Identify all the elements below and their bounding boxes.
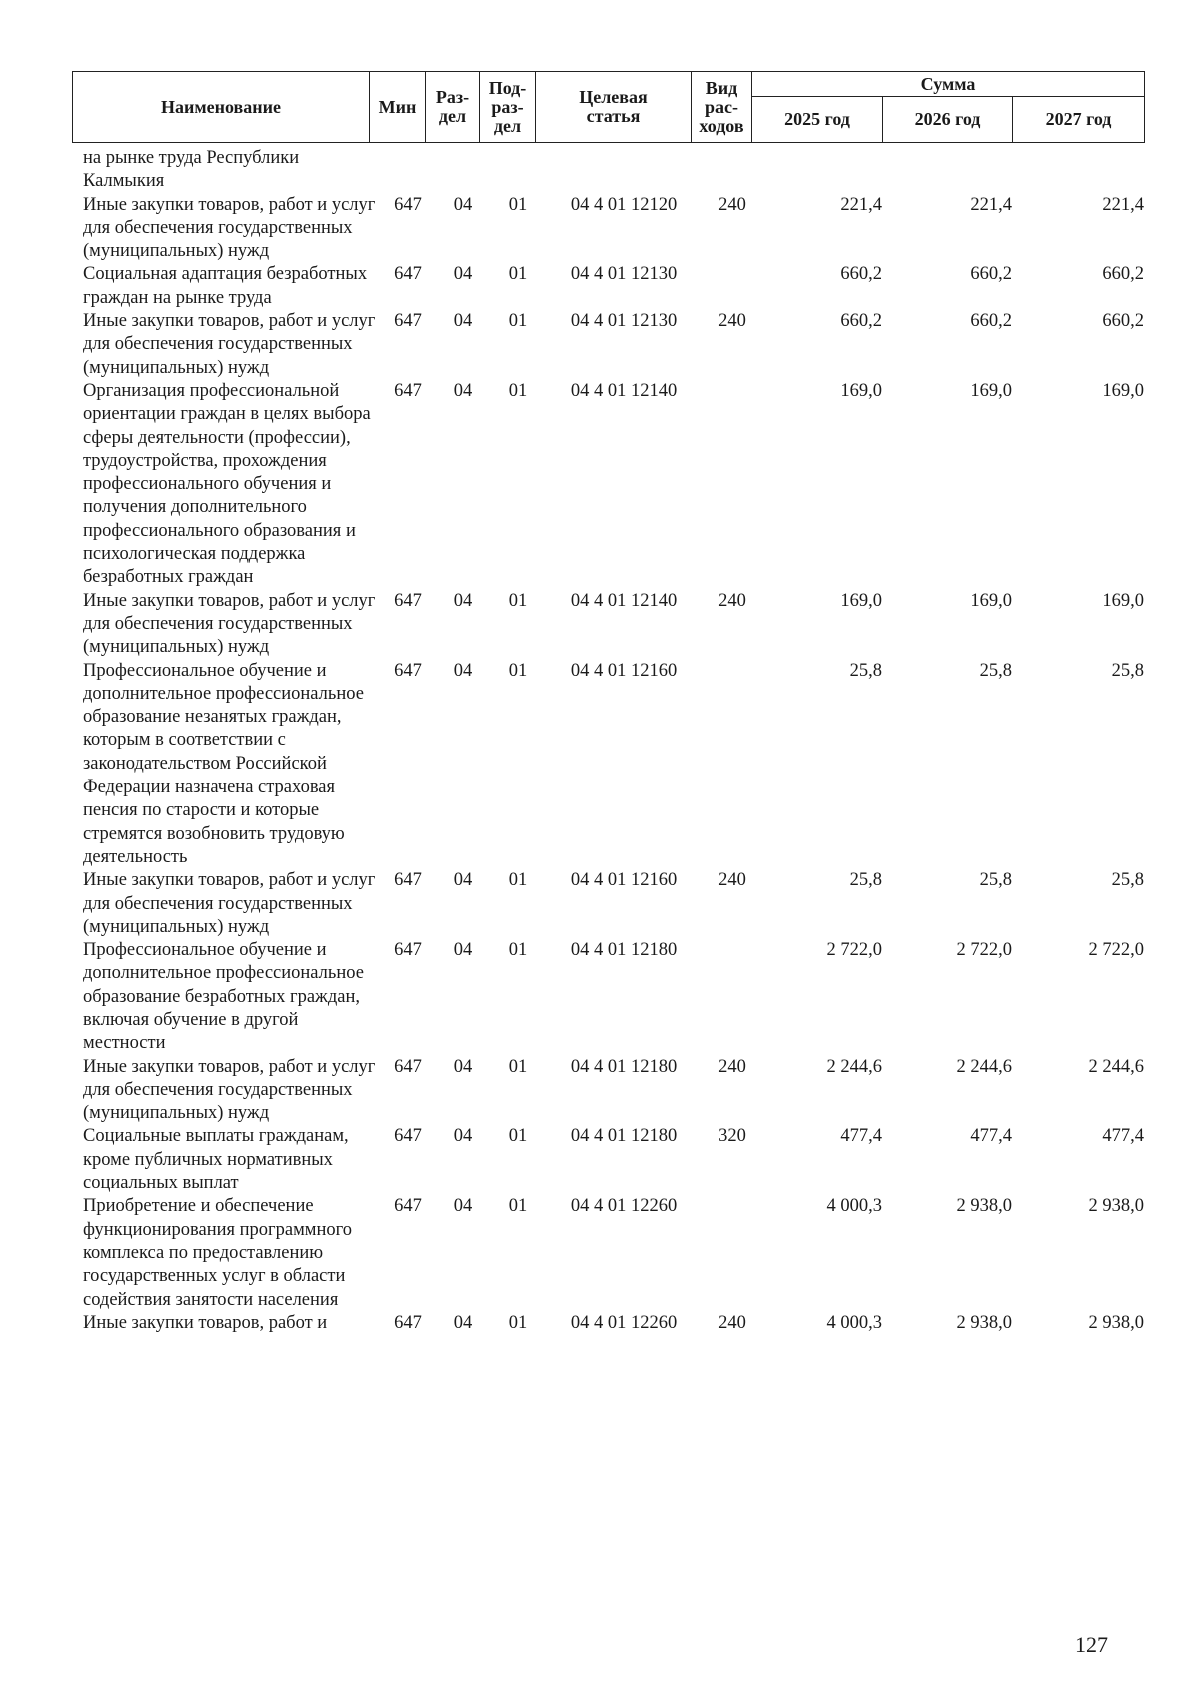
cell-razdel: 04 [453, 940, 473, 961]
table-row [72, 1125, 1144, 1195]
table-row [72, 660, 1144, 870]
page-number: 127 [1075, 1632, 1108, 1657]
table-row [72, 1195, 1144, 1311]
cell-name: Организация профессиональной ориентации граждан в целях выбора сферы деятельности (профессии), трудоустройства, прохождения профессионального обучения и получения дополнительного профессионального образования и психологическая поддержка безработных граждан [83, 380, 371, 588]
cell-sum-2027: 25,8 [1111, 870, 1144, 891]
table-body [72, 147, 1144, 1335]
table-row [72, 939, 1144, 1055]
cell-podrazdel: 01 [508, 590, 528, 611]
cell-sum-2026: 2 938,0 [956, 1312, 1012, 1333]
cell-celevaya-statya: 04 4 01 12180 [570, 940, 678, 961]
cell-celevaya-statya: 04 4 01 12260 [570, 1312, 678, 1333]
header-name: Наименование [73, 72, 370, 143]
table-row [72, 147, 1144, 194]
cell-podrazdel: 01 [508, 1126, 528, 1147]
cell-celevaya-statya: 04 4 01 12160 [570, 660, 678, 681]
cell-sum-2025: 660,2 [840, 264, 882, 285]
cell-name: Иные закупки товаров, работ и услуг для обеспечения государственных (муниципальных) нужд [83, 590, 376, 658]
cell-podrazdel: 01 [508, 870, 528, 891]
cell-min: 647 [394, 660, 422, 681]
cell-min: 647 [394, 1126, 422, 1147]
cell-podrazdel: 01 [508, 311, 528, 332]
cell-sum-2026: 25,8 [979, 870, 1012, 891]
cell-razdel: 04 [453, 264, 473, 285]
table-header [72, 71, 1145, 143]
cell-sum-2026: 221,4 [970, 194, 1012, 215]
cell-podrazdel: 01 [508, 264, 528, 285]
cell-sum-2027: 660,2 [1102, 311, 1144, 332]
cell-sum-2025: 660,2 [840, 311, 882, 332]
cell-sum-2026: 25,8 [979, 660, 1012, 681]
cell-sum-2025: 169,0 [840, 380, 882, 401]
cell-min: 647 [394, 870, 422, 891]
cell-name: Профессиональное обучение и дополнительное профессиональное образование незанятых граждан, которым в соответствии с законодательством Российской Федерации назначена страховая пенсия по старости и которые стремятся возобновить трудовую деятельность [83, 660, 364, 867]
cell-sum-2026: 2 244,6 [956, 1056, 1012, 1077]
cell-podrazdel: 01 [508, 660, 528, 681]
cell-celevaya-statya: 04 4 01 12140 [570, 590, 678, 611]
cell-sum-2027: 2 244,6 [1088, 1056, 1144, 1077]
cell-podrazdel: 01 [508, 1056, 528, 1077]
header-year-2025: 2025 год [752, 97, 883, 143]
cell-celevaya-statya: 04 4 01 12180 [570, 1056, 678, 1077]
header-celevaya-statya: Целевая статья [536, 72, 692, 143]
cell-name: Приобретение и обеспечение функционирования программного комплекса по предоставлению государственных услуг в области содействия занятости населения [83, 1196, 353, 1310]
header-year-2026: 2026 год [883, 97, 1013, 143]
cell-razdel: 04 [453, 380, 473, 401]
cell-name: Профессиональное обучение и дополнительное профессиональное образование безработных граждан, включая обучение в другой местности [83, 940, 364, 1054]
cell-podrazdel: 01 [508, 1312, 528, 1333]
cell-sum-2026: 169,0 [970, 380, 1012, 401]
cell-sum-2026: 2 938,0 [956, 1196, 1012, 1217]
header-summa: Сумма [752, 72, 1145, 97]
cell-name: Социальные выплаты гражданам, кроме публичных нормативных социальных выплат [83, 1126, 349, 1194]
cell-sum-2027: 2 938,0 [1088, 1196, 1144, 1217]
cell-celevaya-statya: 04 4 01 12180 [570, 1126, 678, 1147]
cell-vid-rashodov: 240 [718, 870, 746, 891]
cell-sum-2027: 477,4 [1102, 1126, 1144, 1147]
cell-celevaya-statya: 04 4 01 12130 [570, 264, 678, 285]
cell-razdel: 04 [453, 660, 473, 681]
cell-sum-2025: 4 000,3 [826, 1312, 882, 1333]
table-row [72, 263, 1144, 310]
cell-min: 647 [394, 380, 422, 401]
cell-min: 647 [394, 194, 422, 215]
table-row [72, 1056, 1144, 1126]
cell-min: 647 [394, 1196, 422, 1217]
cell-min: 647 [394, 940, 422, 961]
table-row [72, 1312, 1144, 1335]
header-min: Мин [370, 72, 426, 143]
header-year-2027: 2027 год [1013, 97, 1145, 143]
cell-sum-2025: 2 722,0 [826, 940, 882, 961]
cell-sum-2026: 477,4 [970, 1126, 1012, 1147]
cell-vid-rashodov: 240 [718, 311, 746, 332]
cell-sum-2026: 169,0 [970, 590, 1012, 611]
cell-celevaya-statya: 04 4 01 12260 [570, 1196, 678, 1217]
header-razdel: Раз- дел [426, 72, 480, 143]
cell-sum-2025: 221,4 [840, 194, 882, 215]
cell-sum-2025: 25,8 [849, 870, 882, 891]
cell-celevaya-statya: 04 4 01 12130 [570, 311, 678, 332]
cell-sum-2025: 477,4 [840, 1126, 882, 1147]
cell-sum-2025: 169,0 [840, 590, 882, 611]
cell-vid-rashodov: 240 [718, 1312, 746, 1333]
cell-celevaya-statya: 04 4 01 12160 [570, 870, 678, 891]
cell-razdel: 04 [453, 590, 473, 611]
cell-name: Иные закупки товаров, работ и услуг для обеспечения государственных (муниципальных) нужд [83, 194, 376, 262]
table-row [72, 590, 1144, 660]
cell-sum-2025: 4 000,3 [826, 1196, 882, 1217]
cell-sum-2027: 2 722,0 [1088, 940, 1144, 961]
cell-razdel: 04 [453, 870, 473, 891]
cell-min: 647 [394, 590, 422, 611]
header-vid-rashodov: Вид рас- ходов [692, 72, 752, 143]
cell-sum-2027: 169,0 [1102, 380, 1144, 401]
cell-podrazdel: 01 [508, 940, 528, 961]
cell-celevaya-statya: 04 4 01 12120 [570, 194, 678, 215]
cell-sum-2025: 25,8 [849, 660, 882, 681]
cell-vid-rashodov: 240 [718, 590, 746, 611]
cell-name: Иные закупки товаров, работ и услуг для обеспечения государственных (муниципальных) нужд [83, 870, 376, 937]
cell-min: 647 [394, 311, 422, 332]
cell-name: Иные закупки товаров, работ и услуг для обеспечения государственных (муниципальных) нужд [83, 311, 376, 378]
cell-razdel: 04 [453, 1312, 473, 1333]
cell-name: Иные закупки товаров, работ и [83, 1312, 328, 1333]
table-row [72, 194, 1144, 264]
cell-sum-2027: 169,0 [1102, 590, 1144, 611]
cell-podrazdel: 01 [508, 380, 528, 401]
cell-razdel: 04 [453, 1056, 473, 1077]
header-podrazdel: Под- раз- дел [480, 72, 536, 143]
cell-podrazdel: 01 [508, 1196, 528, 1217]
cell-sum-2026: 660,2 [970, 264, 1012, 285]
cell-vid-rashodov: 240 [718, 1056, 746, 1077]
cell-sum-2027: 2 938,0 [1088, 1312, 1144, 1333]
cell-min: 647 [394, 1056, 422, 1077]
table-row [72, 310, 1144, 380]
cell-vid-rashodov: 240 [718, 194, 746, 215]
cell-razdel: 04 [453, 194, 473, 215]
cell-sum-2026: 2 722,0 [956, 940, 1012, 961]
cell-sum-2026: 660,2 [970, 311, 1012, 332]
cell-podrazdel: 01 [508, 194, 528, 215]
cell-name: Иные закупки товаров, работ и услуг для обеспечения государственных (муниципальных) нужд [83, 1056, 376, 1124]
cell-celevaya-statya: 04 4 01 12140 [570, 380, 678, 401]
cell-sum-2027: 660,2 [1102, 264, 1144, 285]
cell-name: на рынке труда Республики Калмыкия [83, 148, 300, 192]
cell-min: 647 [394, 1312, 422, 1333]
cell-min: 647 [394, 264, 422, 285]
cell-sum-2027: 25,8 [1111, 660, 1144, 681]
cell-razdel: 04 [453, 311, 473, 332]
cell-sum-2027: 221,4 [1102, 194, 1144, 215]
cell-razdel: 04 [453, 1126, 473, 1147]
table-row [72, 869, 1144, 939]
table-row [72, 380, 1144, 590]
cell-name: Социальная адаптация безработных граждан на рынке труда [83, 264, 368, 308]
cell-razdel: 04 [453, 1196, 473, 1217]
cell-sum-2025: 2 244,6 [826, 1056, 882, 1077]
cell-vid-rashodov: 320 [718, 1126, 746, 1147]
